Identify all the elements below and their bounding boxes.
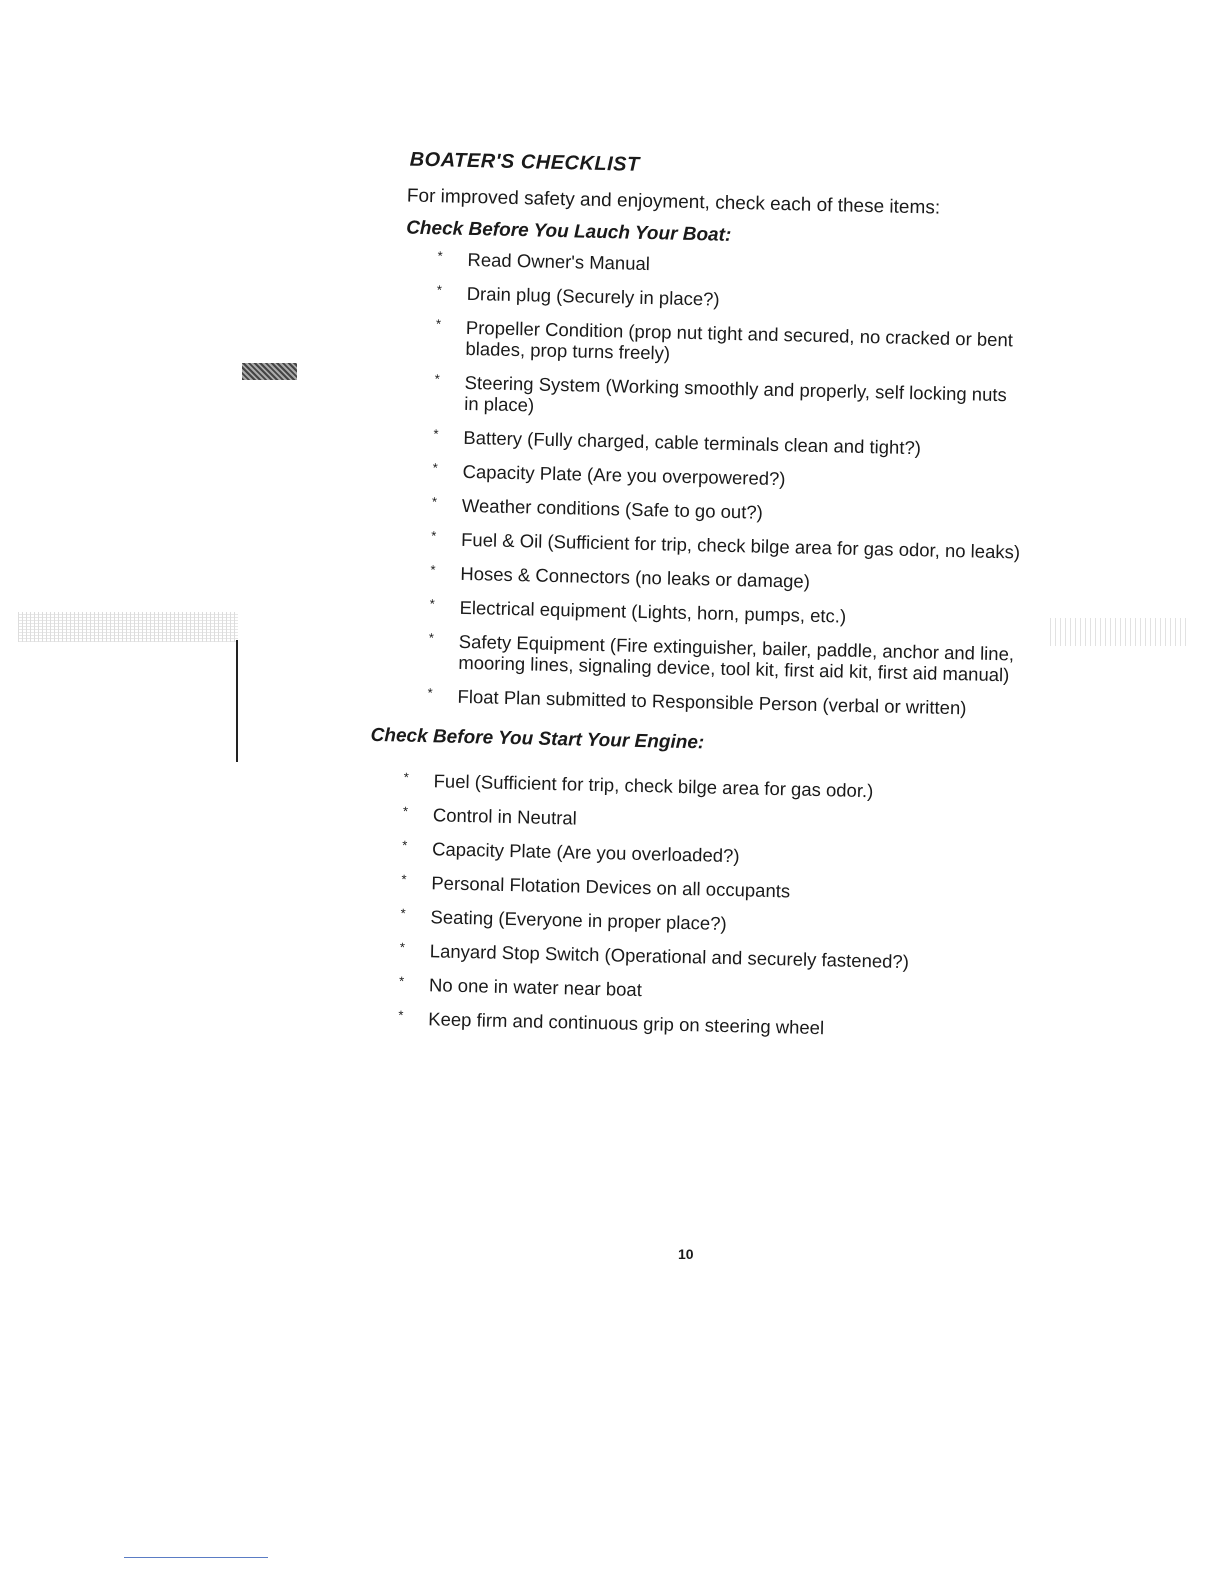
list-item-text: Lanyard Stop Switch (Operational and securely fastened?) — [429, 940, 910, 973]
bullet-icon: * — [399, 939, 406, 955]
list-item — [398, 1008, 988, 1042]
list-item-text: Safety Equipment (Fire extinguisher, bailer, paddle, anchor and line, mooring lines, signaling device, tool kit, first aid kit, first aid manual) — [458, 630, 1015, 686]
list-item — [434, 371, 1025, 426]
scan-artifact — [18, 612, 238, 642]
list-item-text: Keep firm and continuous grip on steering wheel — [428, 1008, 825, 1039]
list-item — [437, 248, 1027, 282]
list-item — [433, 426, 1023, 460]
list-item — [436, 282, 1026, 316]
bullet-icon: * — [432, 460, 438, 476]
bullet-icon: * — [437, 248, 443, 264]
list-item — [400, 940, 990, 974]
bullet-icon: * — [427, 685, 433, 701]
list-item-text: Float Plan submitted to Responsible Person (verbal or written) — [457, 685, 967, 719]
bullet-icon: * — [435, 316, 442, 332]
list-item — [430, 562, 1020, 596]
bullet-icon: * — [430, 562, 436, 578]
list-item-text: Drain plug (Securely in place?) — [466, 282, 720, 310]
bullet-icon: * — [403, 769, 409, 785]
list-item-text: Control in Neutral — [432, 804, 578, 829]
scan-artifact — [1050, 618, 1190, 646]
list-item — [403, 770, 993, 804]
scan-artifact — [236, 640, 238, 762]
bullet-icon: * — [398, 1007, 404, 1023]
list-item-text: Seating (Everyone in proper place?) — [430, 906, 727, 934]
list-item-text: Read Owner's Manual — [467, 248, 651, 275]
bullet-icon: * — [401, 871, 407, 887]
list-item — [435, 316, 1026, 371]
bullet-icon: * — [400, 905, 406, 921]
list-item — [431, 528, 1021, 562]
list-item-text: Electrical equipment (Lights, horn, pumps, etc.) — [459, 596, 847, 627]
list-item — [403, 804, 993, 838]
bullet-icon: * — [434, 371, 441, 387]
bullet-icon: * — [431, 494, 438, 510]
list-item-text: No one in water near boat — [428, 974, 643, 1001]
list-item — [427, 685, 1017, 719]
list-item-text: Weather conditions (Safe to go out?) — [461, 494, 764, 523]
list-item — [429, 596, 1019, 630]
bullet-icon: * — [402, 803, 409, 819]
list-item — [401, 872, 991, 906]
list-item-text: Fuel & Oil (Sufficient for trip, check bilge area for gas odor, no leaks) — [460, 528, 1021, 563]
list-item — [432, 494, 1022, 528]
section-heading-engine: Check Before You Start Your Engine: — [370, 724, 705, 754]
bullet-icon: * — [398, 973, 405, 989]
section-heading-launch: Check Before You Lauch Your Boat: — [405, 217, 732, 246]
bullet-icon: * — [428, 630, 435, 646]
list-item-text: Battery (Fully charged, cable terminals clean and tight?) — [463, 426, 922, 459]
launch-checklist — [427, 248, 1041, 720]
scan-artifact — [242, 363, 297, 380]
bullet-icon: * — [436, 282, 443, 298]
list-item-text: Personal Flotation Devices on all occupants — [431, 872, 791, 902]
intro-text: For improved safety and enjoyment, check each of these items: — [406, 185, 941, 219]
list-item — [432, 460, 1022, 494]
bullet-icon: * — [429, 596, 435, 612]
list-item-text: Capacity Plate (Are you overloaded?) — [431, 838, 740, 867]
list-item-text: Fuel (Sufficient for trip, check bilge area for gas odor.) — [433, 770, 874, 802]
engine-checklist — [398, 770, 1030, 1043]
bullet-icon: * — [433, 426, 439, 442]
list-item-text: Hoses & Connectors (no leaks or damage) — [460, 562, 811, 592]
list-item — [428, 630, 1019, 685]
list-item — [399, 974, 989, 1008]
list-item-text: Propeller Condition (prop nut tight and secured, no cracked or bent blades, prop turns freely) — [465, 316, 1014, 364]
bullet-icon: * — [431, 528, 437, 544]
page-number: 10 — [678, 1246, 694, 1262]
scan-artifact — [124, 1557, 268, 1558]
checklist-content — [364, 148, 1044, 1056]
page-title: BOATER'S CHECKLIST — [409, 148, 640, 176]
list-item-text: Steering System (Working smoothly and properly, self locking nuts in place) — [463, 371, 1008, 416]
bullet-icon: * — [402, 837, 408, 853]
list-item — [402, 838, 992, 872]
list-item-text: Capacity Plate (Are you overpowered?) — [462, 460, 786, 490]
list-item — [400, 906, 990, 940]
